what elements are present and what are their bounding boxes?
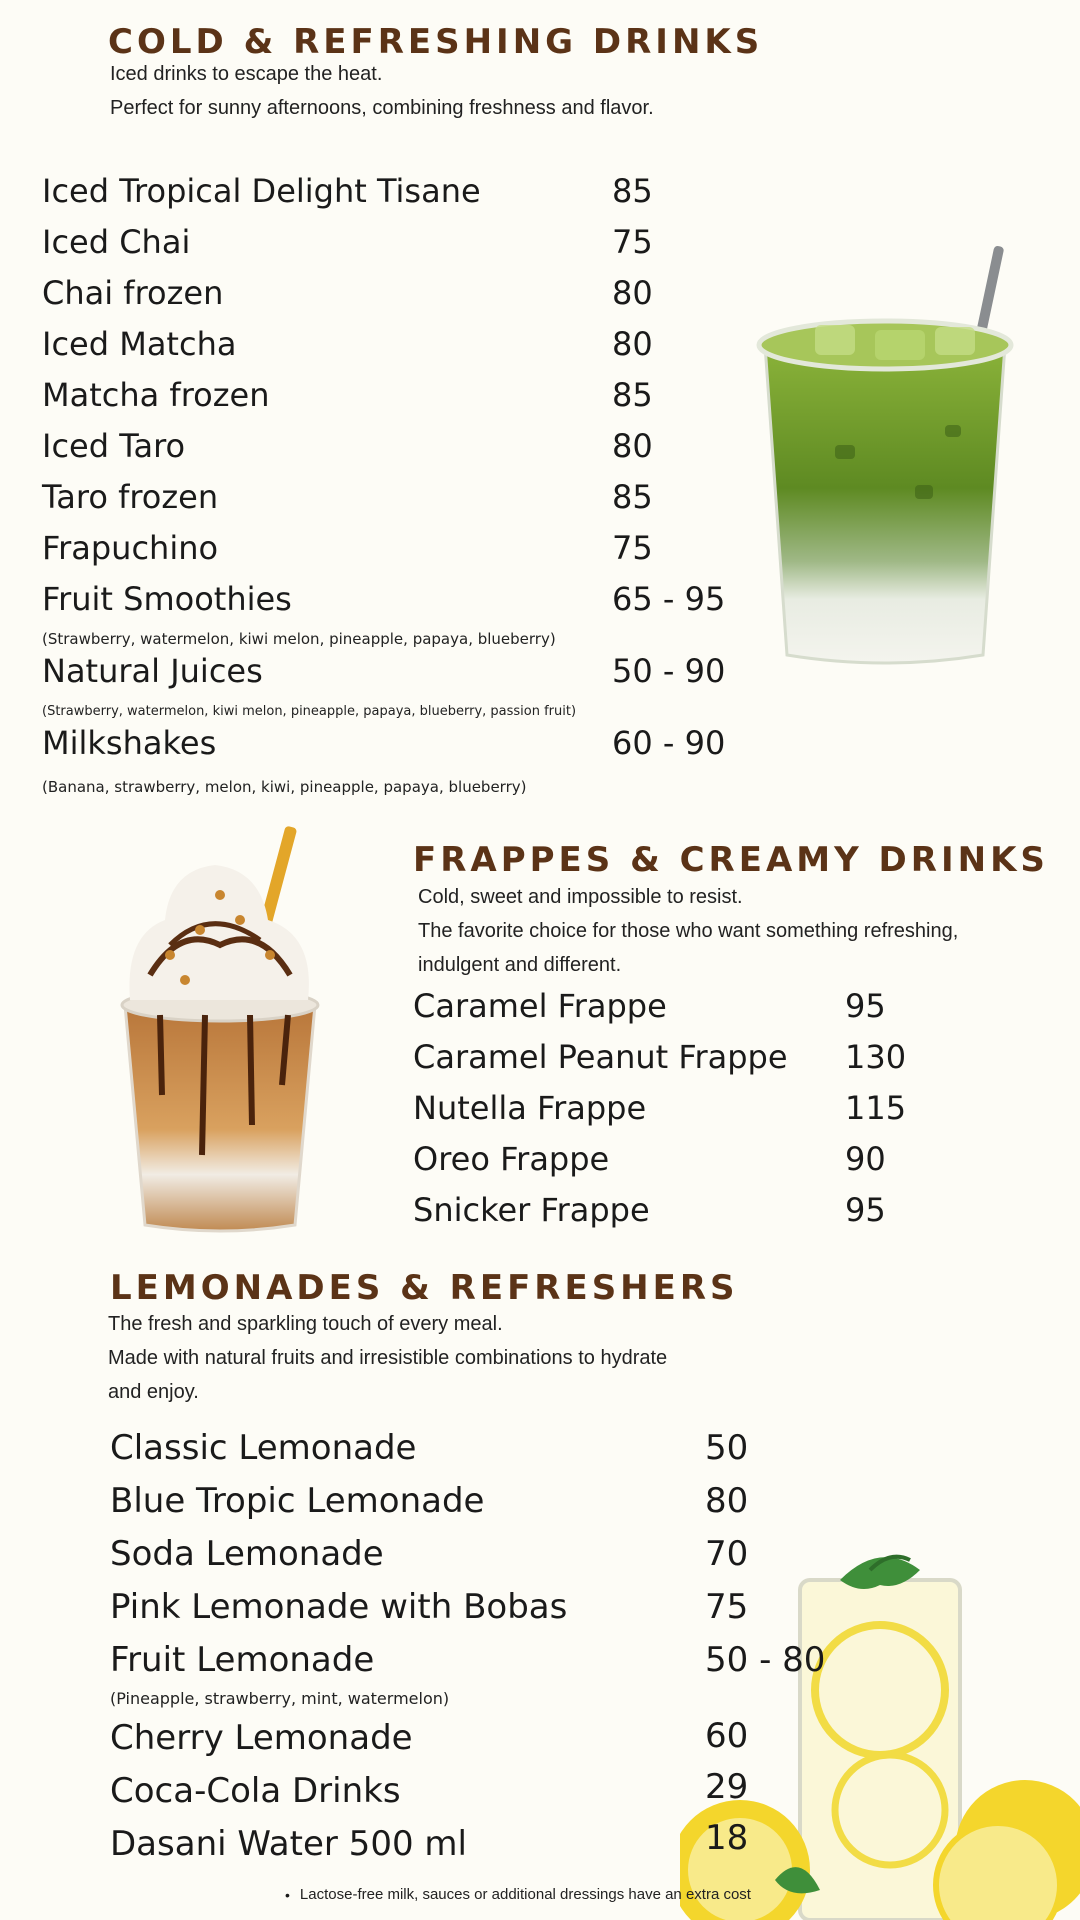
frappes-section-description-1: Cold, sweet and impossible to resist. xyxy=(418,886,743,908)
menu-item-name: Fruit Smoothies xyxy=(42,580,292,618)
frappes-section-title: FRAPPES & CREAMY DRINKS xyxy=(413,840,1049,880)
menu-item-price: 60 - 90 xyxy=(612,724,726,762)
menu-item-name: Caramel Peanut Frappe xyxy=(413,1038,788,1076)
lemonades-section-description-3: and enjoy. xyxy=(108,1381,199,1403)
frappes-section-description-2: The favorite choice for those who want something refreshing, xyxy=(418,920,959,942)
lemonades-section-title: LEMONADES & REFRESHERS xyxy=(110,1268,739,1308)
menu-item-price: 75 xyxy=(612,529,653,567)
menu-item-name: Iced Taro xyxy=(42,427,186,465)
menu-item-name: Soda Lemonade xyxy=(110,1534,384,1574)
menu-item-price: 80 xyxy=(612,274,653,312)
menu-item-price: 50 - 80 xyxy=(705,1640,826,1680)
menu-item-name: Matcha frozen xyxy=(42,376,270,414)
menu-item-price: 95 xyxy=(845,1191,886,1229)
menu-item-price: 75 xyxy=(705,1587,749,1627)
menu-item-name: Dasani Water 500 ml xyxy=(110,1824,467,1864)
menu-item-name: Nutella Frappe xyxy=(413,1089,647,1127)
menu-item-name: Taro frozen xyxy=(42,478,219,516)
menu-item-name: Milkshakes xyxy=(42,724,217,762)
menu-item-price: 90 xyxy=(845,1140,886,1178)
menu-item-name: Classic Lemonade xyxy=(110,1428,417,1468)
iced-matcha-image xyxy=(745,235,1025,675)
menu-item-name: Cherry Lemonade xyxy=(110,1718,413,1758)
menu-item-name: Oreo Frappe xyxy=(413,1140,610,1178)
menu-item-name: Frapuchino xyxy=(42,529,219,567)
menu-item-price: 115 xyxy=(845,1089,907,1127)
footer-note-text: Lactose-free milk, sauces or additional dressings have an extra cost xyxy=(299,1886,751,1903)
menu-item-note: (Strawberry, watermelon, kiwi melon, pineapple, papaya, blueberry) xyxy=(42,630,556,648)
lemonades-section-description-1: The fresh and sparkling touch of every meal. xyxy=(108,1313,503,1335)
menu-item-name: Iced Matcha xyxy=(42,325,237,363)
menu-item-price: 85 xyxy=(612,172,653,210)
menu-item-name: Fruit Lemonade xyxy=(110,1640,375,1680)
menu-item-name: Snicker Frappe xyxy=(413,1191,650,1229)
menu-item-price: 60 xyxy=(705,1716,749,1756)
menu-item-note: (Pineapple, strawberry, mint, watermelon) xyxy=(110,1689,450,1708)
menu-item-note: (Banana, strawberry, melon, kiwi, pineapple, papaya, blueberry) xyxy=(42,778,527,796)
menu-item-note: (Strawberry, watermelon, kiwi melon, pineapple, papaya, blueberry, passion fruit) xyxy=(42,704,577,719)
footer-note xyxy=(285,1886,751,1903)
frappes-section-description-3: indulgent and different. xyxy=(418,954,622,976)
menu-item-price: 85 xyxy=(612,478,653,516)
cold-section-title: COLD & REFRESHING DRINKS xyxy=(108,22,764,62)
menu-item-name: Caramel Frappe xyxy=(413,987,667,1025)
caramel-frappe-image xyxy=(110,825,330,1235)
menu-item-name: Chai frozen xyxy=(42,274,224,312)
menu-item-price: 80 xyxy=(612,325,653,363)
menu-item-name: Blue Tropic Lemonade xyxy=(110,1481,485,1521)
cold-section-description-2: Perfect for sunny afternoons, combining freshness and flavor. xyxy=(110,97,654,119)
lemonades-section-description-2: Made with natural fruits and irresistible combinations to hydrate xyxy=(108,1347,668,1369)
menu-item-price: 130 xyxy=(845,1038,907,1076)
menu-item-price: 29 xyxy=(705,1767,749,1807)
menu-item-name: Coca-Cola Drinks xyxy=(110,1771,401,1811)
bullet-icon: • xyxy=(285,1886,290,1903)
menu-item-price: 80 xyxy=(705,1481,749,1521)
menu-item-price: 50 - 90 xyxy=(612,652,726,690)
menu-item-price: 18 xyxy=(705,1818,749,1858)
menu-item-name: Natural Juices xyxy=(42,652,263,690)
menu-item-price: 50 xyxy=(705,1428,749,1468)
menu-item-price: 85 xyxy=(612,376,653,414)
cold-section-description-1: Iced drinks to escape the heat. xyxy=(110,63,383,85)
menu-item-price: 95 xyxy=(845,987,886,1025)
menu-item-name: Iced Chai xyxy=(42,223,191,261)
menu-item-price: 80 xyxy=(612,427,653,465)
menu-item-price: 65 - 95 xyxy=(612,580,726,618)
menu-item-name: Pink Lemonade with Bobas xyxy=(110,1587,568,1627)
menu-item-price: 75 xyxy=(612,223,653,261)
menu-item-name: Iced Tropical Delight Tisane xyxy=(42,172,481,210)
menu-item-price: 70 xyxy=(705,1534,749,1574)
